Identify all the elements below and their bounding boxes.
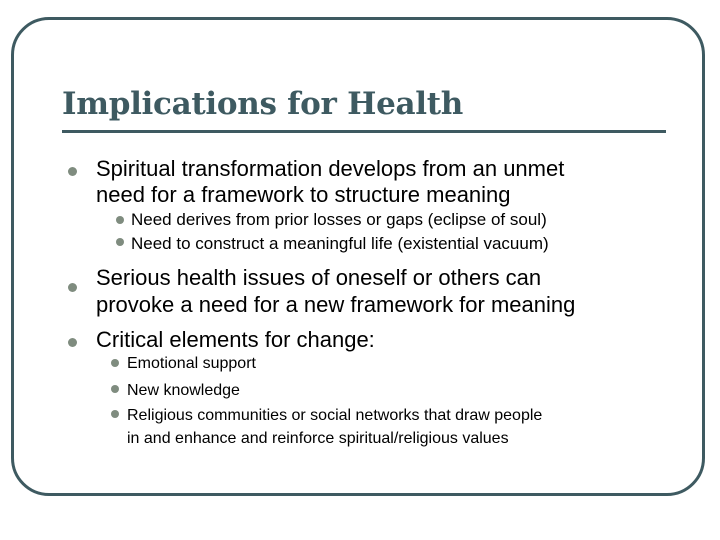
sub-bullet-marker	[116, 216, 124, 224]
bullet-1-line-2: need for a framework to structure meaning	[96, 182, 511, 207]
bullet-3-sub-2: New knowledge	[127, 382, 240, 399]
bullet-1-sub-1: Need derives from prior losses or gaps (eclipse of soul)	[131, 210, 547, 229]
bullet-2-line-1: Serious health issues of oneself or others can	[96, 265, 542, 290]
slide-title: Implications for Health	[62, 86, 464, 122]
title-underline	[62, 130, 666, 133]
bullet-marker	[68, 338, 77, 347]
sub-bullet-marker	[111, 359, 119, 367]
bullet-3-line-1: Critical elements for change:	[96, 327, 375, 352]
bullet-marker	[68, 167, 77, 176]
bullet-3-sub-1: Emotional support	[127, 355, 256, 372]
bullet-3-sub-3: Religious communities or social networks that draw people	[127, 407, 543, 424]
bullet-3-sub-3-cont: in and enhance and reinforce spiritual/religious values	[127, 430, 509, 447]
bullet-1-sub-2: Need to construct a meaningful life (existential vacuum)	[131, 234, 549, 253]
sub-bullet-marker	[111, 385, 119, 393]
bullet-1-line-1: Spiritual transformation develops from an unmet	[96, 156, 565, 181]
bullet-marker	[68, 283, 77, 292]
sub-bullet-marker	[116, 238, 124, 246]
sub-bullet-marker	[111, 410, 119, 418]
bullet-2-line-2: provoke a need for a new framework for meaning	[96, 292, 576, 317]
